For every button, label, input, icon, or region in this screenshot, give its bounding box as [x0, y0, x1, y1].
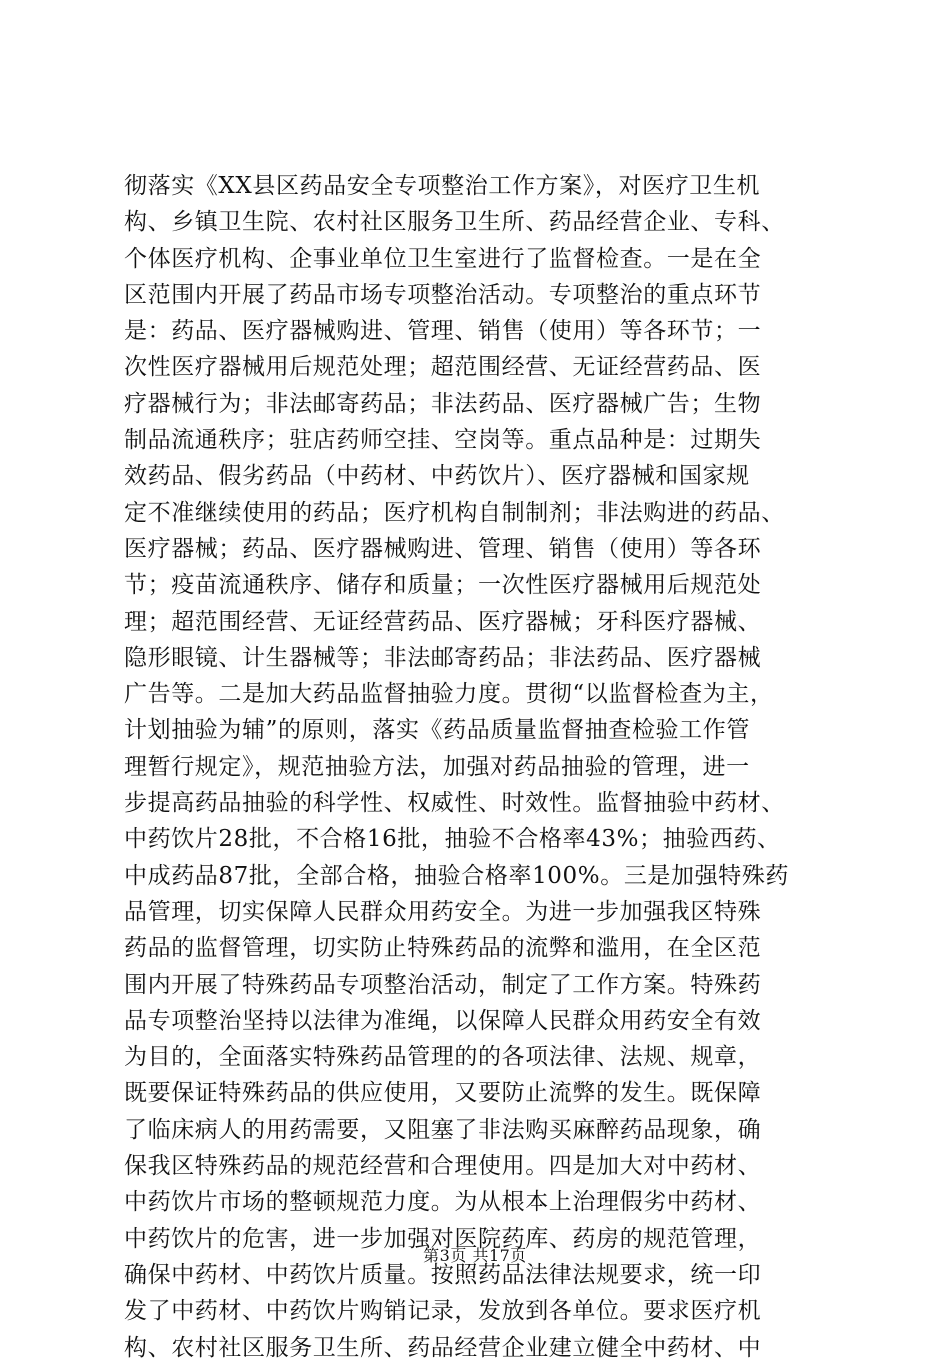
text-line: 步提高药品抽验的科学性、权威性、时效性。监督抽验中药材、: [124, 790, 785, 817]
text-line: 区范围内开展了药品市场专项整治活动。专项整治的重点环节: [124, 281, 762, 308]
text-line: 疗器械行为；非法邮寄药品；非法药品、医疗器械广告；生物: [124, 390, 762, 417]
text-line: 构、乡镇卫生院、农村社区服务卫生所、药品经营企业、专科、: [124, 209, 785, 236]
text-line: 个体医疗机构、企事业单位卫生室进行了监督检查。一是在全: [124, 245, 762, 272]
text-line: 保我区特殊药品的规范经营和合理使用。四是加大对中药材、: [124, 1153, 762, 1180]
text-line: 彻落实《XX县区药品安全专项整治工作方案》，对医疗卫生机: [124, 173, 761, 199]
text-line: 是：药品、医疗器械购进、管理、销售（使用）等各环节；一: [124, 318, 762, 345]
text-line: 医疗器械；药品、医疗器械购进、管理、销售（使用）等各环: [124, 535, 762, 562]
text-line: 中药饮片的危害，进一步加强对医院药库、药房的规范管理，: [124, 1225, 762, 1252]
text-line: 效药品、假劣药品（中药材、中药饮片）、医疗器械和国家规: [124, 463, 750, 490]
text-line: 确保中药材、中药饮片质量。按照药品法律法规要求，统一印: [124, 1261, 762, 1288]
text-line: 定不准继续使用的药品；医疗机构自制制剂；非法购进的药品、: [124, 499, 785, 526]
text-line: 既要保证特殊药品的供应使用，又要防止流弊的发生。既保障: [124, 1080, 762, 1107]
text-line: 计划抽验为辅”的原则，落实《药品质量监督抽查检验工作管: [124, 717, 750, 744]
text-line: 为目的，全面落实特殊药品管理的的各项法律、法规、规章，: [124, 1044, 762, 1071]
text-line: 围内开展了特殊药品专项整治活动，制定了工作方案。特殊药: [124, 971, 762, 998]
text-line: 品专项整治坚持以法律为准绳，以保障人民群众用药安全有效: [124, 1007, 762, 1034]
text-line: 次性医疗器械用后规范处理；超范围经营、无证经营药品、医: [124, 354, 762, 381]
text-line: 品管理，切实保障人民群众用药安全。为进一步加强我区特殊: [124, 898, 762, 925]
text-line: 中药饮片28批，不合格16批，抽验不合格率43%；抽验西药、: [124, 826, 781, 853]
text-line: 中成药品87批，全部合格，抽验合格率100%。三是加强特殊药: [124, 862, 790, 889]
text-line: 广告等。二是加大药品监督抽验力度。贯彻“以监督检查为主，: [124, 681, 774, 708]
text-line: 构、农村社区服务卫生所、药品经营企业建立健全中药材、中: [124, 1334, 762, 1361]
text-line: 理暂行规定》，规范抽验方法，加强对药品抽验的管理，进一: [124, 753, 750, 780]
text-line: 隐形眼镜、计生器械等；非法邮寄药品；非法药品、医疗器械: [124, 644, 762, 671]
text-line: 了临床病人的用药需要，又阻塞了非法购买麻醉药品现象，确: [124, 1116, 762, 1143]
text-line: 理；超范围经营、无证经营药品、医疗器械；牙科医疗器械、: [124, 608, 762, 635]
body-paragraph: [124, 168, 836, 1366]
text-line: 发了中药材、中药饮片购销记录，发放到各单位。要求医疗机: [124, 1298, 762, 1325]
text-line: 制品流通秩序；驻店药师空挂、空岗等。重点品种是：过期失: [124, 427, 762, 454]
text-line: 药品的监督管理，切实防止特殊药品的流弊和滥用，在全区范: [124, 935, 762, 962]
text-line: 节；疫苗流通秩序、储存和质量；一次性医疗器械用后规范处: [124, 572, 762, 599]
page-number-footer: 第3页 共17页: [423, 1246, 527, 1265]
text-line: 中药饮片市场的整顿规范力度。为从根本上治理假劣中药材、: [124, 1189, 762, 1216]
